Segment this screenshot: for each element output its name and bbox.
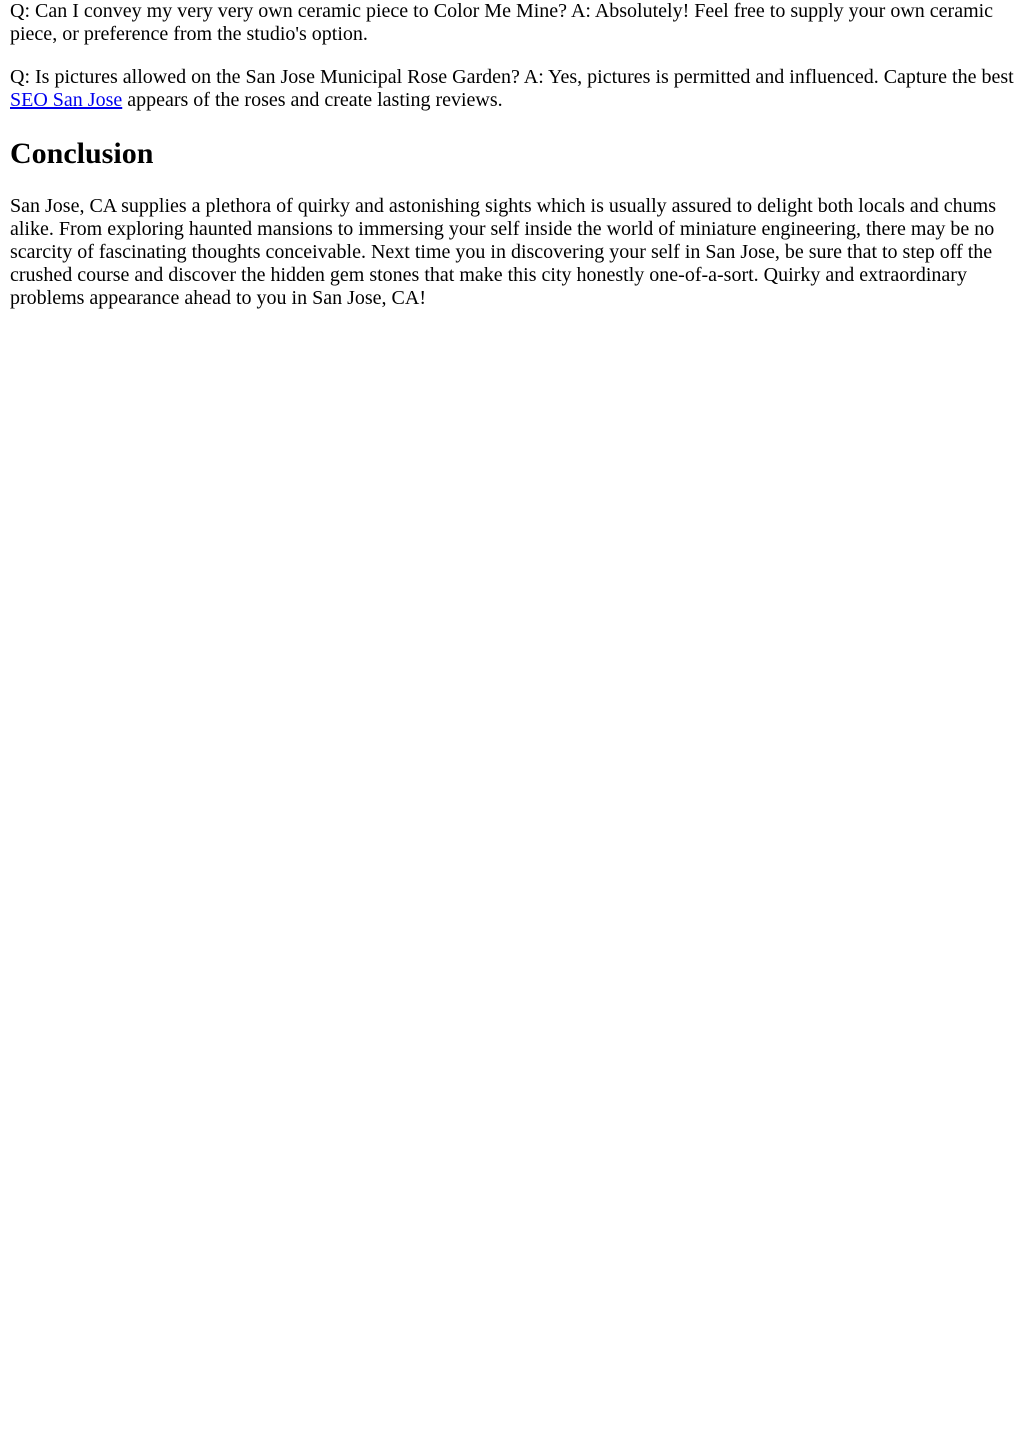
faq-rose-garden-text-after: appears of the roses and create lasting reviews.: [122, 89, 503, 111]
conclusion-paragraph: San Jose, CA supplies a plethora of quirky and astonishing sights which is usually assured to delight both locals and chums alike. From exploring haunted mansions to immersing your self inside the world of miniature engineering, there may be no scarcity of fascinating thoughts conceivable. Next time you in discovering your self in San Jose, be sure that to step off the crushed course and discover the hidden gem stones that make this city honestly one-of-a-sort. Quirky and extraordinary problems appearance ahead to you in San Jose, CA!: [10, 195, 997, 309]
conclusion-heading: Conclusion: [10, 137, 154, 170]
faq-rose-garden-text-before: Q: Is pictures allowed on the San Jose Municipal Rose Garden? A: Yes, pictures is permitted and influenced. Capture the best: [10, 66, 1014, 88]
seo-san-jose-link[interactable]: SEO San Jose: [10, 89, 123, 111]
article-page: [0, 0, 1024, 310]
faq-paragraph-rose-garden: [10, 66, 1014, 112]
faq-paragraph-ceramic: Q: Can I convey my very very own ceramic piece to Color Me Mine? A: Absolutely! Feel free to supply your own ceramic piece, or preference from the studio's option.: [10, 0, 994, 45]
